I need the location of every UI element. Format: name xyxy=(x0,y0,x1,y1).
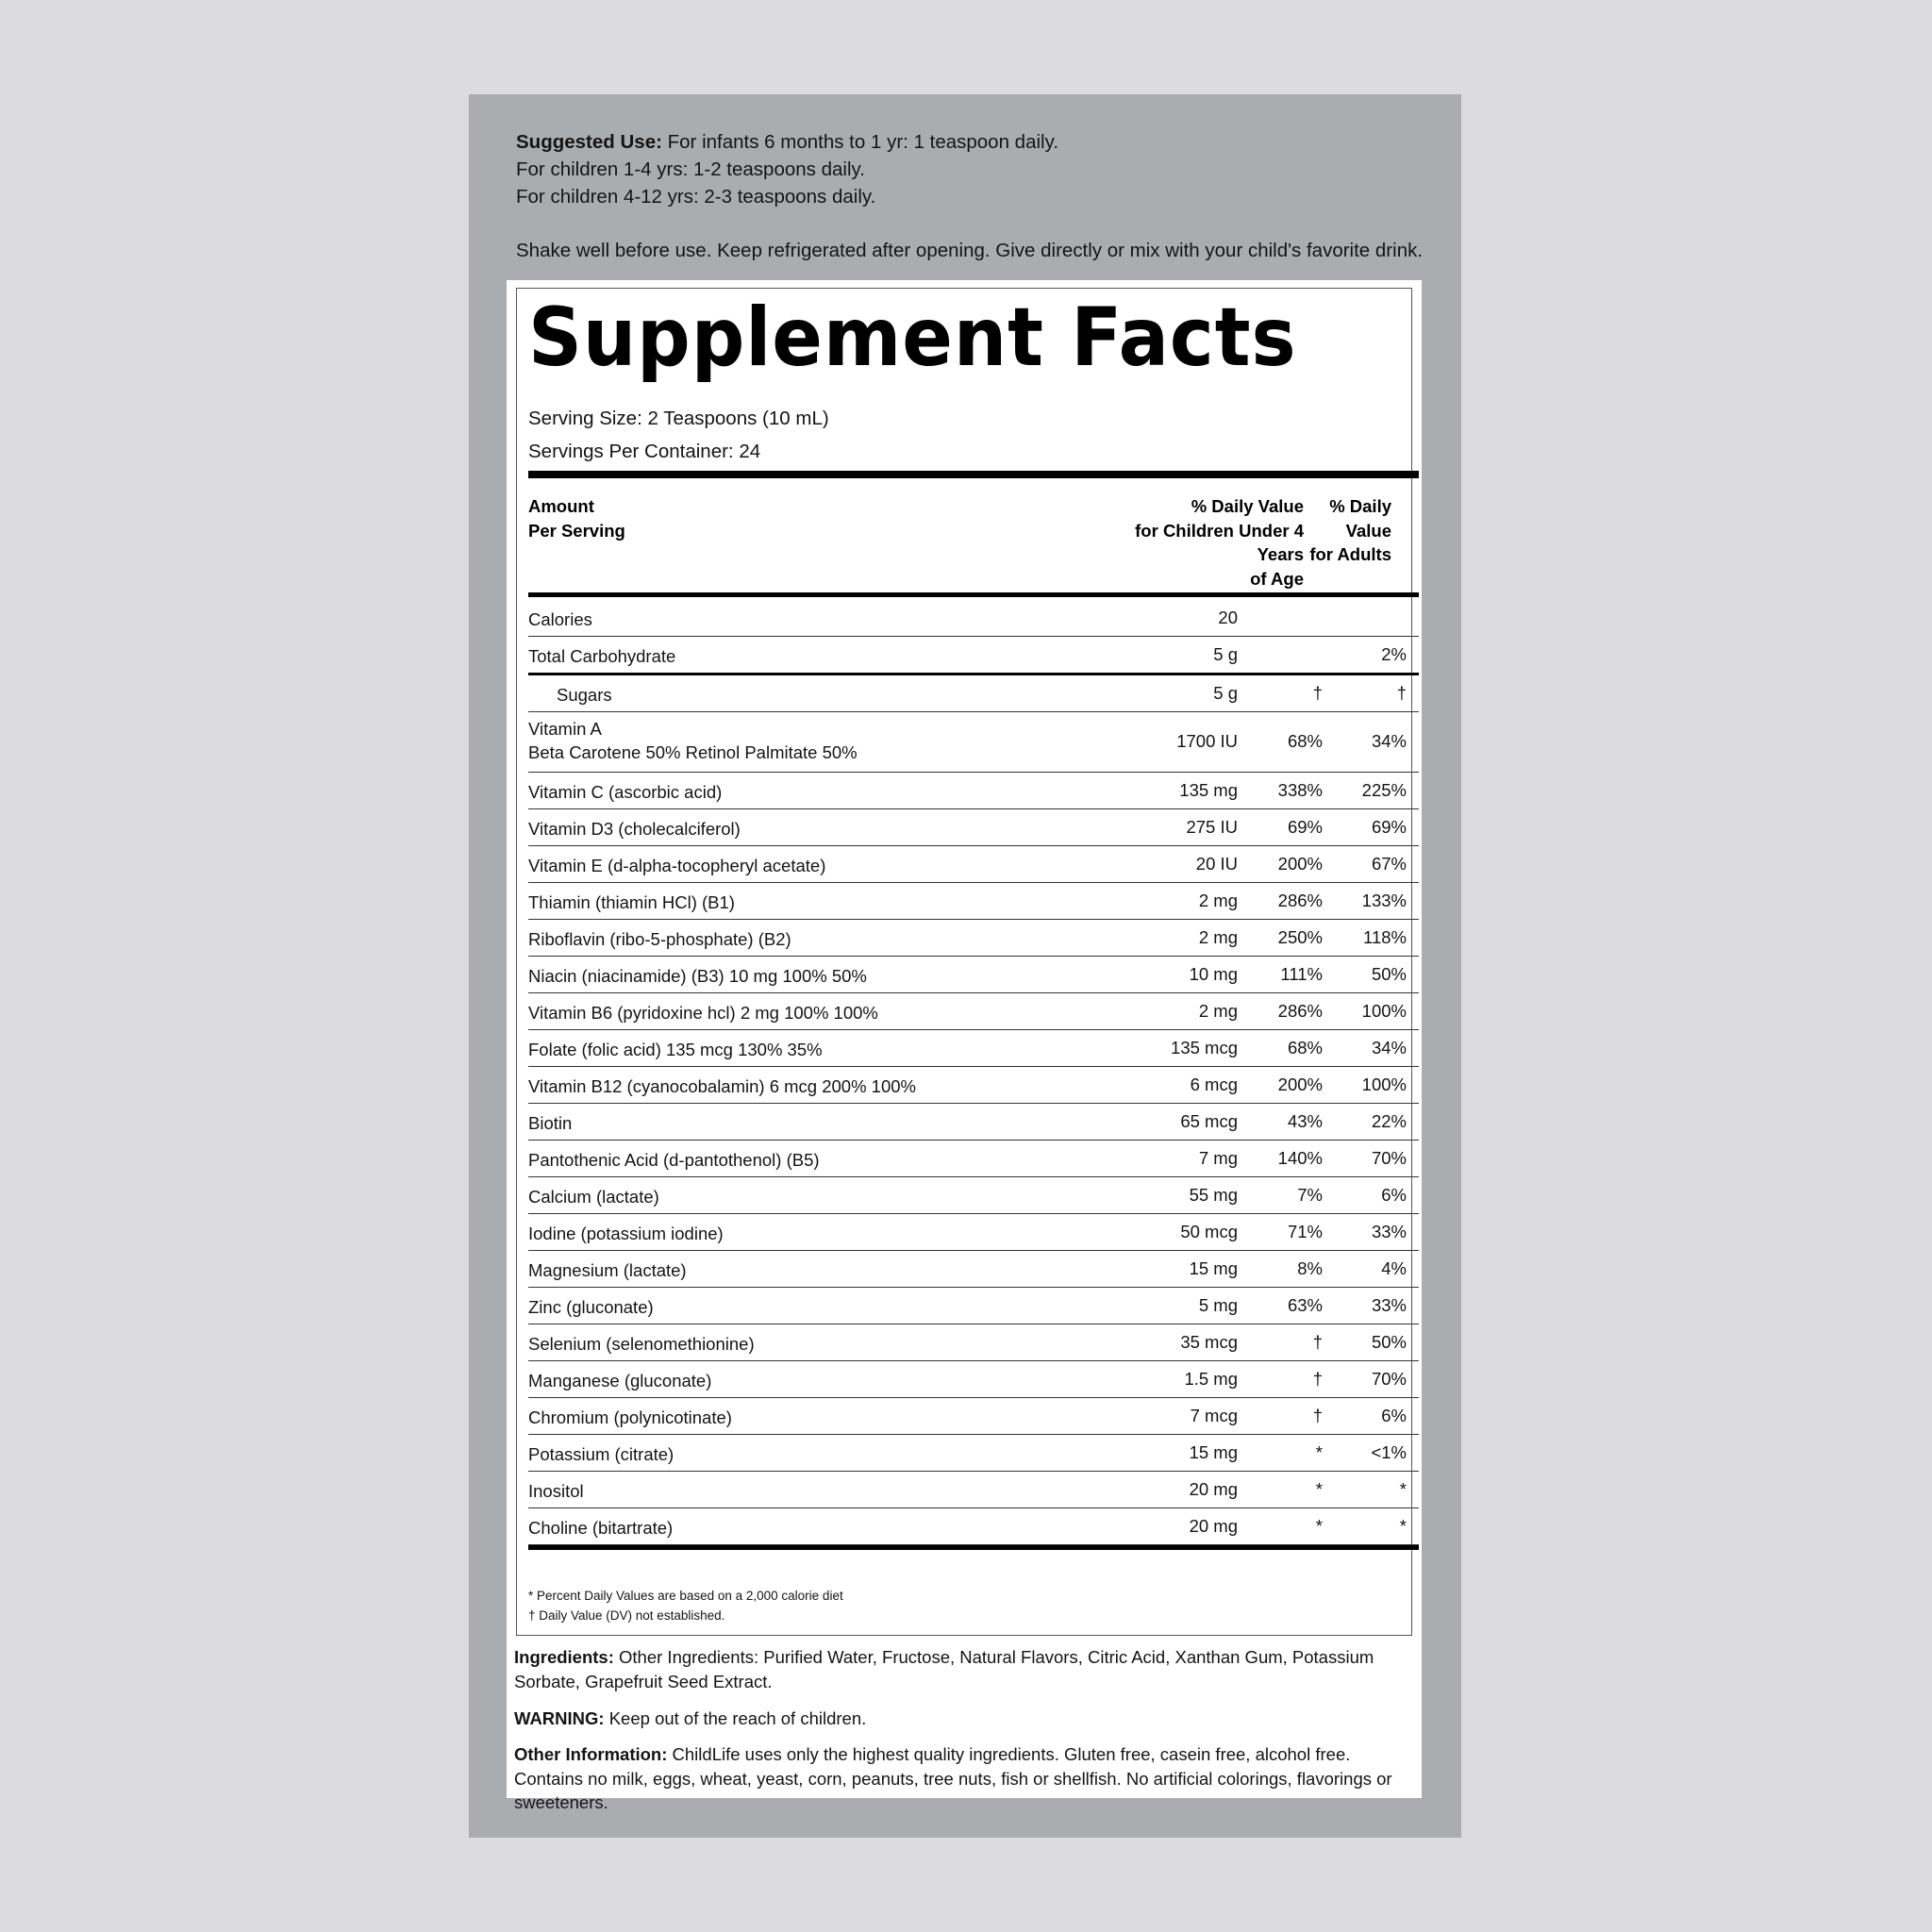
dv-adults-value: 67% xyxy=(1371,854,1407,874)
nutrient-name xyxy=(528,1332,755,1356)
dv-adults-value: 70% xyxy=(1371,1148,1407,1168)
dv-adults-value: 34% xyxy=(1371,731,1407,751)
dv-children-header-line: for Children Under 4 xyxy=(1135,520,1304,541)
nutrient-name-line: Magnesium (lactate) xyxy=(528,1260,687,1280)
nutrient-name xyxy=(528,1222,724,1245)
warning-text: Keep out of the reach of children. xyxy=(608,1708,867,1728)
nutrient-name xyxy=(528,1258,687,1282)
nutrient-name xyxy=(528,891,735,914)
dv-children-value: 71% xyxy=(1287,1222,1323,1241)
dv-adults-value: 70% xyxy=(1371,1369,1407,1389)
dv-adults-value: 6% xyxy=(1381,1406,1407,1425)
dv-adults-value: <1% xyxy=(1371,1442,1407,1462)
nutrient-row xyxy=(528,1398,1419,1435)
nutrient-source-line: Beta Carotene 50% Retinol Palmitate 50% xyxy=(528,742,858,762)
nutrient-row xyxy=(528,600,1419,637)
warning-section xyxy=(514,1707,1420,1731)
nutrient-name xyxy=(528,854,825,877)
nutrient-row xyxy=(528,675,1419,712)
nutrient-amount: 275 IU xyxy=(1186,817,1238,837)
dv-adults-value: 33% xyxy=(1371,1295,1407,1315)
nutrient-name-line: Selenium (selenomethionine) xyxy=(528,1334,755,1354)
dv-children-header-line: Years xyxy=(1257,544,1304,564)
nutrient-name-line: Folate (folic acid) 135 mcg 130% 35% xyxy=(528,1040,823,1059)
dv-children-value: † xyxy=(1312,1369,1323,1389)
thick-divider-header xyxy=(528,592,1419,597)
servings-per-container: Servings Per Container: 24 xyxy=(528,441,761,462)
ingredients-label: Ingredients: xyxy=(514,1647,614,1667)
facts-title: Supplement Facts xyxy=(528,291,1297,385)
nutrient-name xyxy=(528,1406,732,1429)
dv-adults-value: 50% xyxy=(1371,964,1407,984)
nutrient-amount: 10 mg xyxy=(1189,964,1238,984)
dv-adults-value: 69% xyxy=(1371,817,1407,837)
footnote-percent-dv: * Percent Daily Values are based on a 2,000 calorie diet xyxy=(528,1589,843,1603)
nutrient-amount: 1.5 mg xyxy=(1184,1369,1238,1389)
nutrient-amount: 2 mg xyxy=(1198,891,1238,910)
serving-size: Serving Size: 2 Teaspoons (10 mL) xyxy=(528,408,829,429)
per-serving-header-line: Per Serving xyxy=(528,520,625,541)
nutrient-name xyxy=(528,1369,711,1392)
nutrient-row xyxy=(528,1067,1419,1104)
supplement-facts-panel xyxy=(516,288,1412,1636)
nutrient-row xyxy=(528,957,1419,993)
nutrient-amount: 15 mg xyxy=(1189,1442,1238,1462)
nutrient-row xyxy=(528,809,1419,846)
usage-instructions: Shake well before use. Keep refrigerated after opening. Give directly or mix with your child's favorite drink. xyxy=(516,240,1424,261)
dv-children-header-line: % Daily Value xyxy=(1191,496,1304,516)
dv-adults-value: 225% xyxy=(1361,780,1407,800)
nutrient-row xyxy=(528,1214,1419,1251)
nutrient-name xyxy=(528,964,867,988)
nutrient-row xyxy=(528,1251,1419,1288)
dv-adults-header-line: for Adults xyxy=(1309,544,1391,564)
nutrient-row xyxy=(528,846,1419,883)
nutrient-name-line: Vitamin C (ascorbic acid) xyxy=(528,782,723,802)
dv-children-value: 63% xyxy=(1287,1295,1323,1315)
dv-children-header xyxy=(1135,494,1304,591)
suggested-use-label: Suggested Use: xyxy=(516,131,662,153)
suggested-use-line-3: For children 4-12 yrs: 2-3 teaspoons daily. xyxy=(516,186,876,208)
nutrient-amount: 15 mg xyxy=(1189,1258,1238,1278)
nutrient-name-line: Vitamin B6 (pyridoxine hcl) 2 mg 100% 100% xyxy=(528,1003,878,1023)
dv-children-value: 286% xyxy=(1277,1001,1323,1021)
dv-children-value: 7% xyxy=(1297,1185,1323,1205)
dv-adults-value: 22% xyxy=(1371,1111,1407,1131)
nutrient-row xyxy=(528,1288,1419,1324)
nutrient-name xyxy=(528,1185,659,1208)
nutrient-name-line: Choline (bitartrate) xyxy=(528,1518,674,1538)
nutrient-amount: 5 g xyxy=(1213,683,1238,703)
other-information-text: ChildLife uses only the highest quality ingredients. Gluten free, casein free, alcohol free. Contains no milk, eggs, wheat, yeast, corn, peanuts, tree nuts, fish or shellfish. No artificial colorings, flavorings or sweeteners. xyxy=(514,1744,1392,1812)
nutrient-name-line: Manganese (gluconate) xyxy=(528,1371,712,1391)
dv-children-value: 68% xyxy=(1287,731,1323,751)
nutrient-row xyxy=(528,1472,1419,1508)
nutrient-amount: 135 mg xyxy=(1179,780,1238,800)
nutrient-row xyxy=(528,1030,1419,1067)
nutrient-amount: 5 mg xyxy=(1198,1295,1238,1315)
dv-children-value: 286% xyxy=(1277,891,1323,910)
nutrient-row xyxy=(528,993,1419,1030)
amount-per-serving-header xyxy=(528,494,625,542)
nutrient-row xyxy=(528,920,1419,957)
nutrient-row xyxy=(528,1141,1419,1177)
nutrient-name xyxy=(528,1111,572,1135)
dv-adults-value: 100% xyxy=(1361,1074,1407,1094)
nutrient-amount: 65 mcg xyxy=(1180,1111,1238,1131)
nutrient-name-line: Riboflavin (ribo-5-phosphate) (B2) xyxy=(528,929,791,949)
dv-children-value: * xyxy=(1315,1442,1323,1462)
nutrient-row xyxy=(528,1508,1419,1545)
nutrient-amount: 35 mcg xyxy=(1180,1332,1238,1352)
nutrient-name-line: Vitamin E (d-alpha-tocopheryl acetate) xyxy=(528,856,826,875)
nutrient-amount: 20 mg xyxy=(1189,1479,1238,1499)
nutrient-amount: 7 mcg xyxy=(1190,1406,1238,1425)
nutrient-name xyxy=(528,1516,673,1540)
nutrient-name xyxy=(528,817,741,841)
dv-children-value: 111% xyxy=(1280,964,1323,984)
nutrient-name xyxy=(557,683,612,707)
dv-children-value: 140% xyxy=(1277,1148,1323,1168)
nutrient-row xyxy=(528,1435,1419,1472)
amount-header-line: Amount xyxy=(528,496,594,516)
nutrient-name xyxy=(528,1148,820,1172)
dv-children-value: 43% xyxy=(1287,1111,1323,1131)
dv-children-value: * xyxy=(1315,1479,1323,1499)
nutrient-name-line: Vitamin D3 (cholecalciferol) xyxy=(528,819,741,839)
nutrient-amount: 2 mg xyxy=(1198,927,1238,947)
dv-adults-value: * xyxy=(1399,1479,1407,1499)
nutrient-name-line: Iodine (potassium iodine) xyxy=(528,1224,724,1243)
dv-children-value: 200% xyxy=(1277,854,1323,874)
nutrient-name xyxy=(528,780,722,804)
nutrient-name xyxy=(528,1442,674,1466)
nutrient-name xyxy=(528,1001,878,1024)
dv-children-value: 69% xyxy=(1287,817,1323,837)
nutrient-name-line: Biotin xyxy=(528,1113,573,1133)
suggested-use-infants: For infants 6 months to 1 yr: 1 teaspoon daily. xyxy=(667,131,1059,153)
dv-adults-value: 2% xyxy=(1381,644,1407,664)
nutrient-name-line: Total Carbohydrate xyxy=(528,646,676,666)
dv-adults-header xyxy=(1309,494,1391,567)
dv-children-value: 68% xyxy=(1287,1038,1323,1058)
nutrient-name-line: Thiamin (thiamin HCl) (B1) xyxy=(528,892,735,912)
dv-adults-value: 34% xyxy=(1371,1038,1407,1058)
nutrient-name xyxy=(528,644,675,668)
nutrient-amount: 55 mg xyxy=(1189,1185,1238,1205)
dv-adults-value: 6% xyxy=(1381,1185,1407,1205)
nutrient-name xyxy=(528,1479,584,1503)
dv-adults-value: 33% xyxy=(1371,1222,1407,1241)
nutrient-name-line: Inositol xyxy=(528,1481,584,1501)
nutrient-row xyxy=(528,1324,1419,1361)
suggested-use-line-2: For children 1-4 yrs: 1-2 teaspoons daily. xyxy=(516,158,865,180)
dv-children-header-line: of Age xyxy=(1250,568,1304,589)
other-information-section xyxy=(514,1742,1420,1815)
nutrient-amount: 20 IU xyxy=(1195,854,1238,874)
nutrient-amount: 2 mg xyxy=(1198,1001,1238,1021)
dv-adults-value: 50% xyxy=(1371,1332,1407,1352)
nutrient-amount: 5 g xyxy=(1213,644,1238,664)
nutrient-name-line: Potassium (citrate) xyxy=(528,1444,675,1464)
nutrient-row xyxy=(528,637,1419,675)
nutrient-name-line: Zinc (gluconate) xyxy=(528,1297,654,1317)
nutrient-row xyxy=(528,1104,1419,1141)
footnotes xyxy=(528,1586,843,1625)
product-label-panel xyxy=(469,94,1461,1838)
other-information-label: Other Information: xyxy=(514,1744,668,1764)
nutrient-name xyxy=(528,1074,916,1098)
nutrient-name-line: Chromium (polynicotinate) xyxy=(528,1407,732,1427)
dv-children-value: 8% xyxy=(1297,1258,1323,1278)
dv-children-value: † xyxy=(1312,683,1323,703)
nutrient-name xyxy=(528,1295,654,1319)
nutrient-name-line: Niacin (niacinamide) (B3) 10 mg 100% 50% xyxy=(528,966,867,986)
ingredients-section xyxy=(514,1645,1420,1693)
dv-children-value: 250% xyxy=(1277,927,1323,947)
nutrient-row xyxy=(528,712,1419,773)
nutrient-amount: 20 mg xyxy=(1189,1516,1238,1536)
nutrient-row xyxy=(528,1361,1419,1398)
nutrient-name xyxy=(528,1038,823,1061)
dv-children-value: 200% xyxy=(1277,1074,1323,1094)
dv-children-value: * xyxy=(1315,1516,1323,1536)
footnote-dv-not-established: † Daily Value (DV) not established. xyxy=(528,1608,725,1623)
dv-children-value: † xyxy=(1312,1332,1323,1352)
nutrient-amount: 135 mcg xyxy=(1171,1038,1238,1058)
suggested-use-line-1 xyxy=(516,128,1441,156)
nutrient-name-line: Vitamin B12 (cyanocobalamin) 6 mcg 200% 100% xyxy=(528,1076,916,1096)
nutrient-row xyxy=(528,883,1419,920)
dv-adults-value: * xyxy=(1399,1516,1407,1536)
dv-adults-header-line: % Daily xyxy=(1329,496,1391,516)
nutrient-name-line: Calories xyxy=(528,609,592,629)
nutrient-name xyxy=(528,927,791,951)
nutrient-amount: 6 mcg xyxy=(1190,1074,1238,1094)
nutrient-row xyxy=(528,773,1419,809)
thick-divider-bottom xyxy=(528,1545,1419,1550)
dv-children-value: † xyxy=(1312,1406,1323,1425)
nutrient-name xyxy=(528,717,858,764)
dv-adults-value: 133% xyxy=(1361,891,1407,910)
nutrient-name-line: Calcium (lactate) xyxy=(528,1187,659,1207)
dv-adults-value: 100% xyxy=(1361,1001,1407,1021)
nutrient-name-line: Sugars xyxy=(557,685,612,705)
nutrient-name-line: Vitamin A xyxy=(528,719,602,739)
nutrient-amount: 20 xyxy=(1218,608,1238,627)
nutrient-rows xyxy=(528,600,1419,1550)
suggested-use-block xyxy=(516,128,1441,264)
nutrient-row xyxy=(528,1177,1419,1214)
dv-adults-value: 4% xyxy=(1381,1258,1407,1278)
warning-label: WARNING: xyxy=(514,1708,605,1728)
nutrient-name xyxy=(528,608,592,631)
dv-children-value: 338% xyxy=(1277,780,1323,800)
thick-divider-top xyxy=(528,471,1419,478)
dv-adults-value: 118% xyxy=(1363,927,1407,947)
facts-and-info-box xyxy=(507,280,1422,1812)
nutrient-name-line: Pantothenic Acid (d-pantothenol) (B5) xyxy=(528,1150,820,1170)
nutrient-amount: 7 mg xyxy=(1198,1148,1238,1168)
nutrient-amount: 1700 IU xyxy=(1176,731,1238,751)
ingredients-text: Other Ingredients: Purified Water, Fructose, Natural Flavors, Citric Acid, Xanthan Gum, Potassium Sorbate, Grapefruit Seed Extract. xyxy=(514,1647,1374,1691)
nutrient-amount: 50 mcg xyxy=(1180,1222,1238,1241)
dv-adults-value: † xyxy=(1396,683,1407,703)
dv-adults-header-line: Value xyxy=(1345,520,1391,541)
